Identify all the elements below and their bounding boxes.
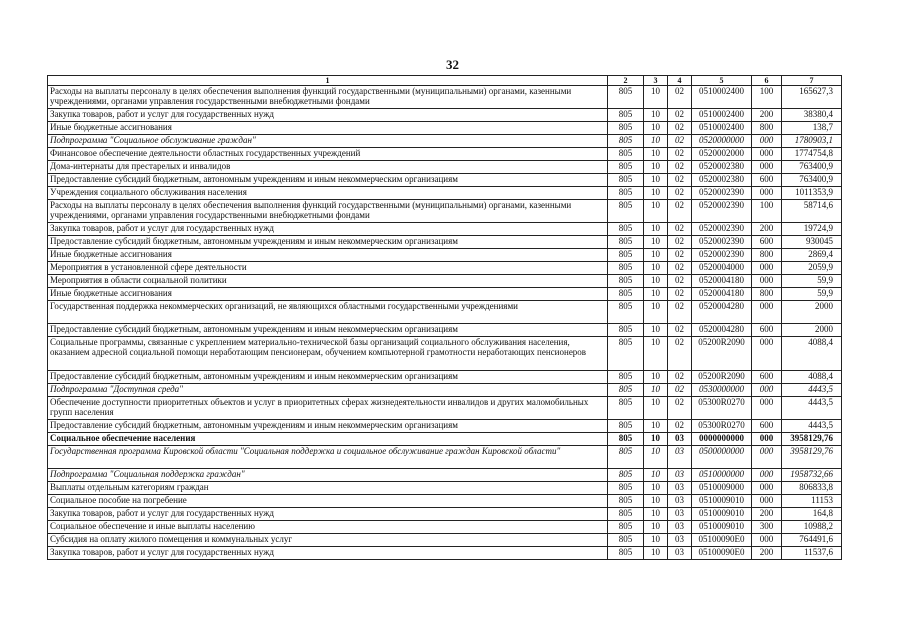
row-name-cell: Выплаты отдельным категориям граждан <box>48 482 608 495</box>
section-code-cell: 10 <box>644 534 668 547</box>
expense-type-cell: 000 <box>752 161 782 174</box>
subsection-code-cell: 03 <box>668 521 692 534</box>
table-row <box>48 148 842 161</box>
target-article-cell: 0510000000 <box>692 469 752 482</box>
column-header: 7 <box>782 76 842 86</box>
target-article-cell: 05200R2090 <box>692 371 752 384</box>
row-name-cell: Учреждения социального обслуживания населения <box>48 187 608 200</box>
amount-cell: 1774754,8 <box>782 148 842 161</box>
expense-type-cell: 200 <box>752 223 782 236</box>
section-code-cell: 10 <box>644 262 668 275</box>
table-row <box>48 521 842 534</box>
row-name-cell: Социальное пособие на погребение <box>48 495 608 508</box>
row-name-cell: Социальное обеспечение и иные выплаты населению <box>48 521 608 534</box>
expense-type-cell: 000 <box>752 148 782 161</box>
subsection-code-cell: 02 <box>668 275 692 288</box>
row-name-cell: Закупка товаров, работ и услуг для государственных нужд <box>48 547 608 560</box>
target-article-cell: 0520002390 <box>692 249 752 262</box>
table-row <box>48 534 842 547</box>
target-article-cell: 0510009010 <box>692 508 752 521</box>
expense-type-cell: 600 <box>752 420 782 433</box>
row-name-cell: Предоставление субсидий бюджетным, автономным учреждениям и иным некоммерческим организациям <box>48 420 608 433</box>
target-article-cell: 0530000000 <box>692 384 752 397</box>
row-name-cell: Иные бюджетные ассигнования <box>48 249 608 262</box>
table-row <box>48 187 842 200</box>
section-code-cell: 10 <box>644 324 668 337</box>
section-code-cell: 10 <box>644 236 668 249</box>
amount-cell: 2000 <box>782 324 842 337</box>
amount-cell: 930045 <box>782 236 842 249</box>
subsection-code-cell: 02 <box>668 161 692 174</box>
glava-code-cell: 805 <box>608 397 644 420</box>
expense-type-cell: 800 <box>752 288 782 301</box>
table-row <box>48 249 842 262</box>
glava-code-cell: 805 <box>608 420 644 433</box>
glava-code-cell: 805 <box>608 301 644 324</box>
glava-code-cell: 805 <box>608 371 644 384</box>
subsection-code-cell: 02 <box>668 262 692 275</box>
row-name-cell: Предоставление субсидий бюджетным, автономным учреждениям и иным некоммерческим организациям <box>48 324 608 337</box>
table-row <box>48 122 842 135</box>
section-code-cell: 10 <box>644 433 668 446</box>
target-article-cell: 05100090E0 <box>692 534 752 547</box>
table-row <box>48 135 842 148</box>
row-name-cell: Государственная программа Кировской области "Социальная поддержка и социальное обслуживание граждан Кировской области" <box>48 446 608 469</box>
column-header: 1 <box>48 76 608 86</box>
glava-code-cell: 805 <box>608 288 644 301</box>
subsection-code-cell: 03 <box>668 534 692 547</box>
target-article-cell: 0510002400 <box>692 86 752 109</box>
table-row <box>48 275 842 288</box>
table-row <box>48 446 842 469</box>
glava-code-cell: 805 <box>608 433 644 446</box>
amount-cell: 2000 <box>782 301 842 324</box>
section-code-cell: 10 <box>644 547 668 560</box>
expense-type-cell: 000 <box>752 397 782 420</box>
glava-code-cell: 805 <box>608 109 644 122</box>
subsection-code-cell: 02 <box>668 301 692 324</box>
table-row <box>48 371 842 384</box>
subsection-code-cell: 02 <box>668 135 692 148</box>
target-article-cell: 0520002380 <box>692 174 752 187</box>
amount-cell: 1958732,66 <box>782 469 842 482</box>
glava-code-cell: 805 <box>608 384 644 397</box>
target-article-cell: 0520002000 <box>692 148 752 161</box>
subsection-code-cell: 02 <box>668 384 692 397</box>
row-name-cell: Социальные программы, связанные с укреплением материально-технической базы организаций социального обслуживания населения, оказанием адресной социальной помощи неработающим пенсионерам, обучением компьютерной грамотности неработающих пенсионеров <box>48 337 608 371</box>
target-article-cell: 0520002390 <box>692 236 752 249</box>
glava-code-cell: 805 <box>608 148 644 161</box>
table-row <box>48 324 842 337</box>
column-header: 4 <box>668 76 692 86</box>
expense-type-cell: 200 <box>752 109 782 122</box>
amount-cell: 59,9 <box>782 288 842 301</box>
glava-code-cell: 805 <box>608 324 644 337</box>
section-code-cell: 10 <box>644 200 668 223</box>
subsection-code-cell: 02 <box>668 148 692 161</box>
expense-type-cell: 000 <box>752 262 782 275</box>
glava-code-cell: 805 <box>608 249 644 262</box>
target-article-cell: 0520004000 <box>692 262 752 275</box>
expense-type-cell: 000 <box>752 187 782 200</box>
page-number: 32 <box>446 57 459 72</box>
target-article-cell: 05100090E0 <box>692 547 752 560</box>
amount-cell: 59,9 <box>782 275 842 288</box>
target-article-cell: 05300R0270 <box>692 420 752 433</box>
subsection-code-cell: 03 <box>668 482 692 495</box>
section-code-cell: 10 <box>644 187 668 200</box>
target-article-cell: 0520004280 <box>692 324 752 337</box>
expense-type-cell: 300 <box>752 521 782 534</box>
table-row <box>48 262 842 275</box>
section-code-cell: 10 <box>644 135 668 148</box>
section-code-cell: 10 <box>644 161 668 174</box>
table-row <box>48 337 842 371</box>
section-code-cell: 10 <box>644 420 668 433</box>
expense-type-cell: 600 <box>752 324 782 337</box>
amount-cell: 4088,4 <box>782 371 842 384</box>
subsection-code-cell: 02 <box>668 187 692 200</box>
glava-code-cell: 805 <box>608 508 644 521</box>
row-name-cell: Закупка товаров, работ и услуг для государственных нужд <box>48 508 608 521</box>
expense-type-cell: 100 <box>752 86 782 109</box>
expense-type-cell: 600 <box>752 371 782 384</box>
row-name-cell: Расходы на выплаты персоналу в целях обеспечения выполнения функций государственными (муниципальными) органами, казенными учреждениями, органами управления государственными внебюджетными фондами <box>48 200 608 223</box>
expense-type-cell: 000 <box>752 469 782 482</box>
target-article-cell: 0520000000 <box>692 135 752 148</box>
section-code-cell: 10 <box>644 337 668 371</box>
table-row <box>48 236 842 249</box>
amount-cell: 806833,8 <box>782 482 842 495</box>
target-article-cell: 0520002390 <box>692 187 752 200</box>
amount-cell: 2869,4 <box>782 249 842 262</box>
expense-type-cell: 100 <box>752 200 782 223</box>
amount-cell: 764491,6 <box>782 534 842 547</box>
section-code-cell: 10 <box>644 508 668 521</box>
target-article-cell: 0510009010 <box>692 495 752 508</box>
subsection-code-cell: 02 <box>668 324 692 337</box>
row-name-cell: Закупка товаров, работ и услуг для государственных нужд <box>48 109 608 122</box>
section-code-cell: 10 <box>644 275 668 288</box>
section-code-cell: 10 <box>644 469 668 482</box>
expense-type-cell: 000 <box>752 337 782 371</box>
subsection-code-cell: 02 <box>668 122 692 135</box>
amount-cell: 763400,9 <box>782 161 842 174</box>
amount-cell: 3958129,76 <box>782 433 842 446</box>
glava-code-cell: 805 <box>608 262 644 275</box>
target-article-cell: 0510009000 <box>692 482 752 495</box>
glava-code-cell: 805 <box>608 135 644 148</box>
budget-table <box>47 75 842 560</box>
amount-cell: 4443,5 <box>782 420 842 433</box>
column-header: 5 <box>692 76 752 86</box>
glava-code-cell: 805 <box>608 174 644 187</box>
glava-code-cell: 805 <box>608 200 644 223</box>
target-article-cell: 05200R2090 <box>692 337 752 371</box>
row-name-cell: Мероприятия в установленной сфере деятельности <box>48 262 608 275</box>
section-code-cell: 10 <box>644 249 668 262</box>
expense-type-cell: 000 <box>752 384 782 397</box>
section-code-cell: 10 <box>644 148 668 161</box>
section-code-cell: 10 <box>644 86 668 109</box>
row-name-cell: Субсидия на оплату жилого помещения и коммунальных услуг <box>48 534 608 547</box>
amount-cell: 2059,9 <box>782 262 842 275</box>
section-code-cell: 10 <box>644 301 668 324</box>
amount-cell: 164,8 <box>782 508 842 521</box>
amount-cell: 11153 <box>782 495 842 508</box>
subsection-code-cell: 02 <box>668 371 692 384</box>
section-code-cell: 10 <box>644 446 668 469</box>
expense-type-cell: 000 <box>752 534 782 547</box>
amount-cell: 11537,6 <box>782 547 842 560</box>
expense-type-cell: 800 <box>752 122 782 135</box>
section-code-cell: 10 <box>644 174 668 187</box>
subsection-code-cell: 03 <box>668 508 692 521</box>
target-article-cell: 0510002400 <box>692 122 752 135</box>
target-article-cell: 05300R0270 <box>692 397 752 420</box>
expense-type-cell: 000 <box>752 301 782 324</box>
table-row <box>48 547 842 560</box>
table-row <box>48 397 842 420</box>
row-name-cell: Обеспечение доступности приоритетных объектов и услуг в приоритетных сферах жизнедеятельности инвалидов и других маломобильных групп населения <box>48 397 608 420</box>
expense-type-cell: 000 <box>752 482 782 495</box>
section-code-cell: 10 <box>644 495 668 508</box>
row-name-cell: Подпрограмма "Социальная поддержка граждан" <box>48 469 608 482</box>
amount-cell: 165627,3 <box>782 86 842 109</box>
table-row <box>48 301 842 324</box>
expense-type-cell: 200 <box>752 508 782 521</box>
glava-code-cell: 805 <box>608 534 644 547</box>
target-article-cell: 0500000000 <box>692 446 752 469</box>
header-row <box>48 76 842 86</box>
target-article-cell: 0520004280 <box>692 301 752 324</box>
row-name-cell: Предоставление субсидий бюджетным, автономным учреждениям и иным некоммерческим организациям <box>48 236 608 249</box>
subsection-code-cell: 03 <box>668 433 692 446</box>
subsection-code-cell: 02 <box>668 223 692 236</box>
table-row <box>48 482 842 495</box>
section-code-cell: 10 <box>644 109 668 122</box>
row-name-cell: Иные бюджетные ассигнования <box>48 122 608 135</box>
amount-cell: 1780903,1 <box>782 135 842 148</box>
subsection-code-cell: 02 <box>668 337 692 371</box>
subsection-code-cell: 02 <box>668 86 692 109</box>
section-code-cell: 10 <box>644 122 668 135</box>
subsection-code-cell: 02 <box>668 420 692 433</box>
expense-type-cell: 200 <box>752 547 782 560</box>
row-name-cell: Предоставление субсидий бюджетным, автономным учреждениям и иным некоммерческим организациям <box>48 371 608 384</box>
subsection-code-cell: 02 <box>668 249 692 262</box>
amount-cell: 763400,9 <box>782 174 842 187</box>
glava-code-cell: 805 <box>608 337 644 371</box>
target-article-cell: 0520002390 <box>692 223 752 236</box>
subsection-code-cell: 02 <box>668 236 692 249</box>
row-name-cell: Дома-интернаты для престарелых и инвалидов <box>48 161 608 174</box>
section-code-cell: 10 <box>644 371 668 384</box>
subsection-code-cell: 02 <box>668 109 692 122</box>
amount-cell: 10988,2 <box>782 521 842 534</box>
table-row <box>48 288 842 301</box>
section-code-cell: 10 <box>644 482 668 495</box>
row-name-cell: Финансовое обеспечение деятельности областных государственных учреждений <box>48 148 608 161</box>
subsection-code-cell: 02 <box>668 174 692 187</box>
expense-type-cell: 000 <box>752 275 782 288</box>
target-article-cell: 0000000000 <box>692 433 752 446</box>
subsection-code-cell: 03 <box>668 495 692 508</box>
row-name-cell: Мероприятия в области социальной политики <box>48 275 608 288</box>
amount-cell: 38380,4 <box>782 109 842 122</box>
target-article-cell: 0520004180 <box>692 288 752 301</box>
glava-code-cell: 805 <box>608 86 644 109</box>
amount-cell: 19724,9 <box>782 223 842 236</box>
column-header: 2 <box>608 76 644 86</box>
subsection-code-cell: 03 <box>668 446 692 469</box>
column-header: 3 <box>644 76 668 86</box>
subsection-code-cell: 02 <box>668 200 692 223</box>
section-code-cell: 10 <box>644 223 668 236</box>
expense-type-cell: 600 <box>752 236 782 249</box>
table-row <box>48 223 842 236</box>
table-row <box>48 109 842 122</box>
expense-type-cell: 000 <box>752 433 782 446</box>
section-code-cell: 10 <box>644 521 668 534</box>
amount-cell: 4443,5 <box>782 384 842 397</box>
row-name-cell: Государственная поддержка некоммерческих организаций, не являющихся областными государственными учреждениями <box>48 301 608 324</box>
table-row <box>48 86 842 109</box>
glava-code-cell: 805 <box>608 495 644 508</box>
section-code-cell: 10 <box>644 397 668 420</box>
amount-cell: 138,7 <box>782 122 842 135</box>
glava-code-cell: 805 <box>608 223 644 236</box>
subsection-code-cell: 03 <box>668 469 692 482</box>
target-article-cell: 0520002390 <box>692 200 752 223</box>
glava-code-cell: 805 <box>608 275 644 288</box>
table-row <box>48 161 842 174</box>
amount-cell: 3958129,76 <box>782 446 842 469</box>
subsection-code-cell: 02 <box>668 397 692 420</box>
target-article-cell: 0510009010 <box>692 521 752 534</box>
amount-cell: 58714,6 <box>782 200 842 223</box>
glava-code-cell: 805 <box>608 236 644 249</box>
table-row <box>48 200 842 223</box>
glava-code-cell: 805 <box>608 122 644 135</box>
amount-cell: 1011353,9 <box>782 187 842 200</box>
row-name-cell: Иные бюджетные ассигнования <box>48 288 608 301</box>
table-row <box>48 469 842 482</box>
glava-code-cell: 805 <box>608 482 644 495</box>
amount-cell: 4088,4 <box>782 337 842 371</box>
glava-code-cell: 805 <box>608 547 644 560</box>
glava-code-cell: 805 <box>608 187 644 200</box>
expense-type-cell: 800 <box>752 249 782 262</box>
section-code-cell: 10 <box>644 288 668 301</box>
expense-type-cell: 600 <box>752 174 782 187</box>
glava-code-cell: 805 <box>608 521 644 534</box>
row-name-cell: Закупка товаров, работ и услуг для государственных нужд <box>48 223 608 236</box>
expense-type-cell: 000 <box>752 446 782 469</box>
glava-code-cell: 805 <box>608 446 644 469</box>
glava-code-cell: 805 <box>608 161 644 174</box>
row-name-cell: Подпрограмма "Социальное обслуживание граждан" <box>48 135 608 148</box>
row-name-cell: Социальное обеспечение населения <box>48 433 608 446</box>
amount-cell: 4443,5 <box>782 397 842 420</box>
subsection-code-cell: 03 <box>668 547 692 560</box>
column-header: 6 <box>752 76 782 86</box>
row-name-cell: Подпрограмма "Доступная среда" <box>48 384 608 397</box>
target-article-cell: 0510002400 <box>692 109 752 122</box>
table-row <box>48 508 842 521</box>
row-name-cell: Расходы на выплаты персоналу в целях обеспечения выполнения функций государственными (муниципальными) органами, казенными учреждениями, органами управления государственными внебюджетными фондами <box>48 86 608 109</box>
expense-type-cell: 000 <box>752 135 782 148</box>
target-article-cell: 0520002380 <box>692 161 752 174</box>
table-row <box>48 384 842 397</box>
table-row <box>48 495 842 508</box>
subsection-code-cell: 02 <box>668 288 692 301</box>
row-name-cell: Предоставление субсидий бюджетным, автономным учреждениям и иным некоммерческим организациям <box>48 174 608 187</box>
target-article-cell: 0520004180 <box>692 275 752 288</box>
table-row <box>48 420 842 433</box>
table-row <box>48 174 842 187</box>
expense-type-cell: 000 <box>752 495 782 508</box>
table-row <box>48 433 842 446</box>
section-code-cell: 10 <box>644 384 668 397</box>
glava-code-cell: 805 <box>608 469 644 482</box>
